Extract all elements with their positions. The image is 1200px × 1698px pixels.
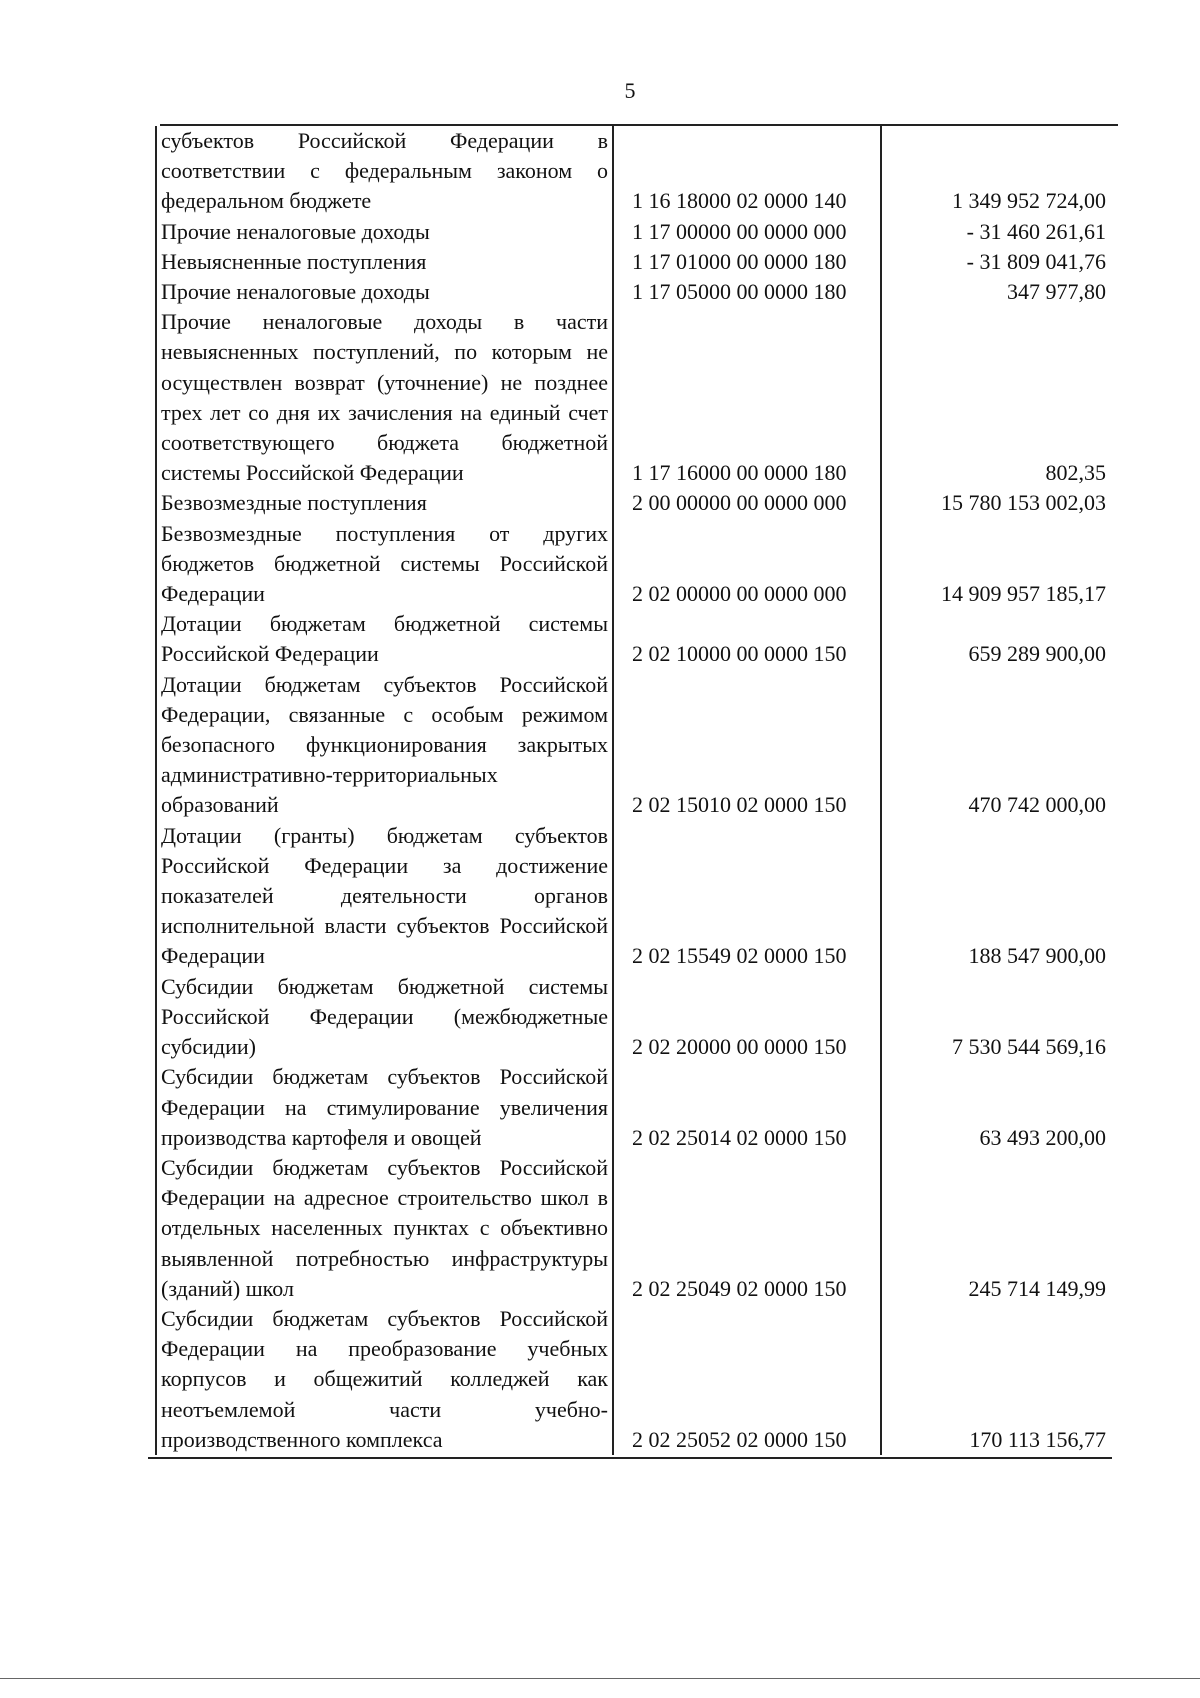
row-amount: 14 909 957 185,17: [941, 581, 1106, 607]
row-amount: 659 289 900,00: [968, 641, 1106, 667]
row-code: 1 16 18000 02 0000 140: [632, 188, 847, 214]
row-amount: - 31 460 261,61: [966, 218, 1106, 244]
table-row: [157, 1304, 1114, 1455]
table-row: [157, 488, 1114, 518]
row-code: 2 02 15549 02 0000 150: [632, 943, 847, 969]
row-amount: 245 714 149,99: [968, 1275, 1106, 1301]
table-row: [157, 1153, 1114, 1304]
row-code: 1 17 00000 00 0000 000: [632, 218, 847, 244]
row-name: Прочие неналоговые доходы: [161, 218, 430, 244]
row-code: 2 00 00000 00 0000 000: [632, 490, 847, 516]
row-name: Невыясненные поступления: [161, 248, 427, 274]
row-amount: 470 742 000,00: [968, 792, 1106, 818]
row-code: 2 02 00000 00 0000 000: [632, 581, 847, 607]
row-name: Дотации бюджетам субъектов Российской Федерации, связанные с особым режимом безопасного функционирования закрытых административно-территориальных образований: [161, 671, 608, 818]
row-name: Безвозмездные поступления от других бюджетов бюджетной системы Российской Федерации: [161, 520, 608, 607]
table-row: [157, 821, 1114, 972]
table-row: [157, 609, 1114, 669]
row-name: Безвозмездные поступления: [161, 490, 427, 516]
bottom-rule: [148, 1457, 1112, 1459]
row-code: 1 17 16000 00 0000 180: [632, 460, 847, 486]
row-name: Субсидии бюджетам бюджетной системы Российской Федерации (межбюджетные субсидии): [161, 973, 608, 1060]
row-name: Прочие неналоговые доходы: [161, 279, 430, 305]
row-name: Субсидии бюджетам субъектов Российской Федерации на стимулирование увеличения производства картофеля и овощей: [161, 1064, 608, 1150]
row-name: Субсидии бюджетам субъектов Российской Федерации на адресное строительство школ в отдельных населенных пунктах с объективно выявленной потребностью инфраструктуры (зданий) школ: [161, 1154, 608, 1301]
row-amount: 63 493 200,00: [979, 1124, 1106, 1150]
row-code: 2 02 10000 00 0000 150: [632, 641, 847, 667]
table-row: [157, 519, 1114, 610]
footer-rule: [0, 1678, 1200, 1679]
row-amount: 15 780 153 002,03: [941, 490, 1106, 516]
row-amount: 347 977,80: [1007, 279, 1106, 305]
table-row: [157, 126, 1114, 217]
row-name: Прочие неналоговые доходы в части невыясненных поступлений, по которым не осуществлен возврат (уточнение) не позднее трех лет со дня их зачисления на единый счет соответствующего бюджета бюджетной системы Российской Федерации: [161, 309, 608, 486]
row-amount: 802,35: [1045, 460, 1106, 486]
table-row: [157, 307, 1114, 488]
row-amount: - 31 809 041,76: [966, 248, 1106, 274]
row-code: 2 02 15010 02 0000 150: [632, 792, 847, 818]
row-code: 1 17 05000 00 0000 180: [632, 279, 847, 305]
row-amount: 188 547 900,00: [968, 943, 1106, 969]
budget-table: [155, 126, 1114, 1455]
row-code: 2 02 20000 00 0000 150: [632, 1034, 847, 1060]
row-name: Дотации (гранты) бюджетам субъектов Российской Федерации за достижение показателей деятельности органов исполнительной власти субъектов Российской Федерации: [161, 822, 608, 969]
page-number: 5: [624, 78, 636, 103]
row-code: 1 17 01000 00 0000 180: [632, 248, 847, 274]
table-row: [157, 972, 1114, 1063]
row-amount: 1 349 952 724,00: [952, 188, 1106, 214]
row-code: 2 02 25052 02 0000 150: [632, 1426, 847, 1452]
table-row: [157, 247, 1114, 277]
table-row: [157, 1062, 1114, 1153]
row-name: Дотации бюджетам бюджетной системы Российской Федерации: [161, 611, 608, 667]
row-amount: 7 530 544 569,16: [952, 1034, 1106, 1060]
table-row: [157, 217, 1114, 247]
table-row: [157, 277, 1114, 307]
table-row: [157, 670, 1114, 821]
row-name: субъектов Российской Федерации в соответствии с федеральным законом о федеральном бюджете: [161, 128, 608, 214]
row-amount: 170 113 156,77: [969, 1426, 1106, 1452]
row-code: 2 02 25014 02 0000 150: [632, 1124, 847, 1150]
row-name: Субсидии бюджетам субъектов Российской Федерации на преобразование учебных корпусов и общежитий колледжей как неотъемлемой части учебно-производственного комплекса: [161, 1305, 608, 1452]
row-code: 2 02 25049 02 0000 150: [632, 1275, 847, 1301]
